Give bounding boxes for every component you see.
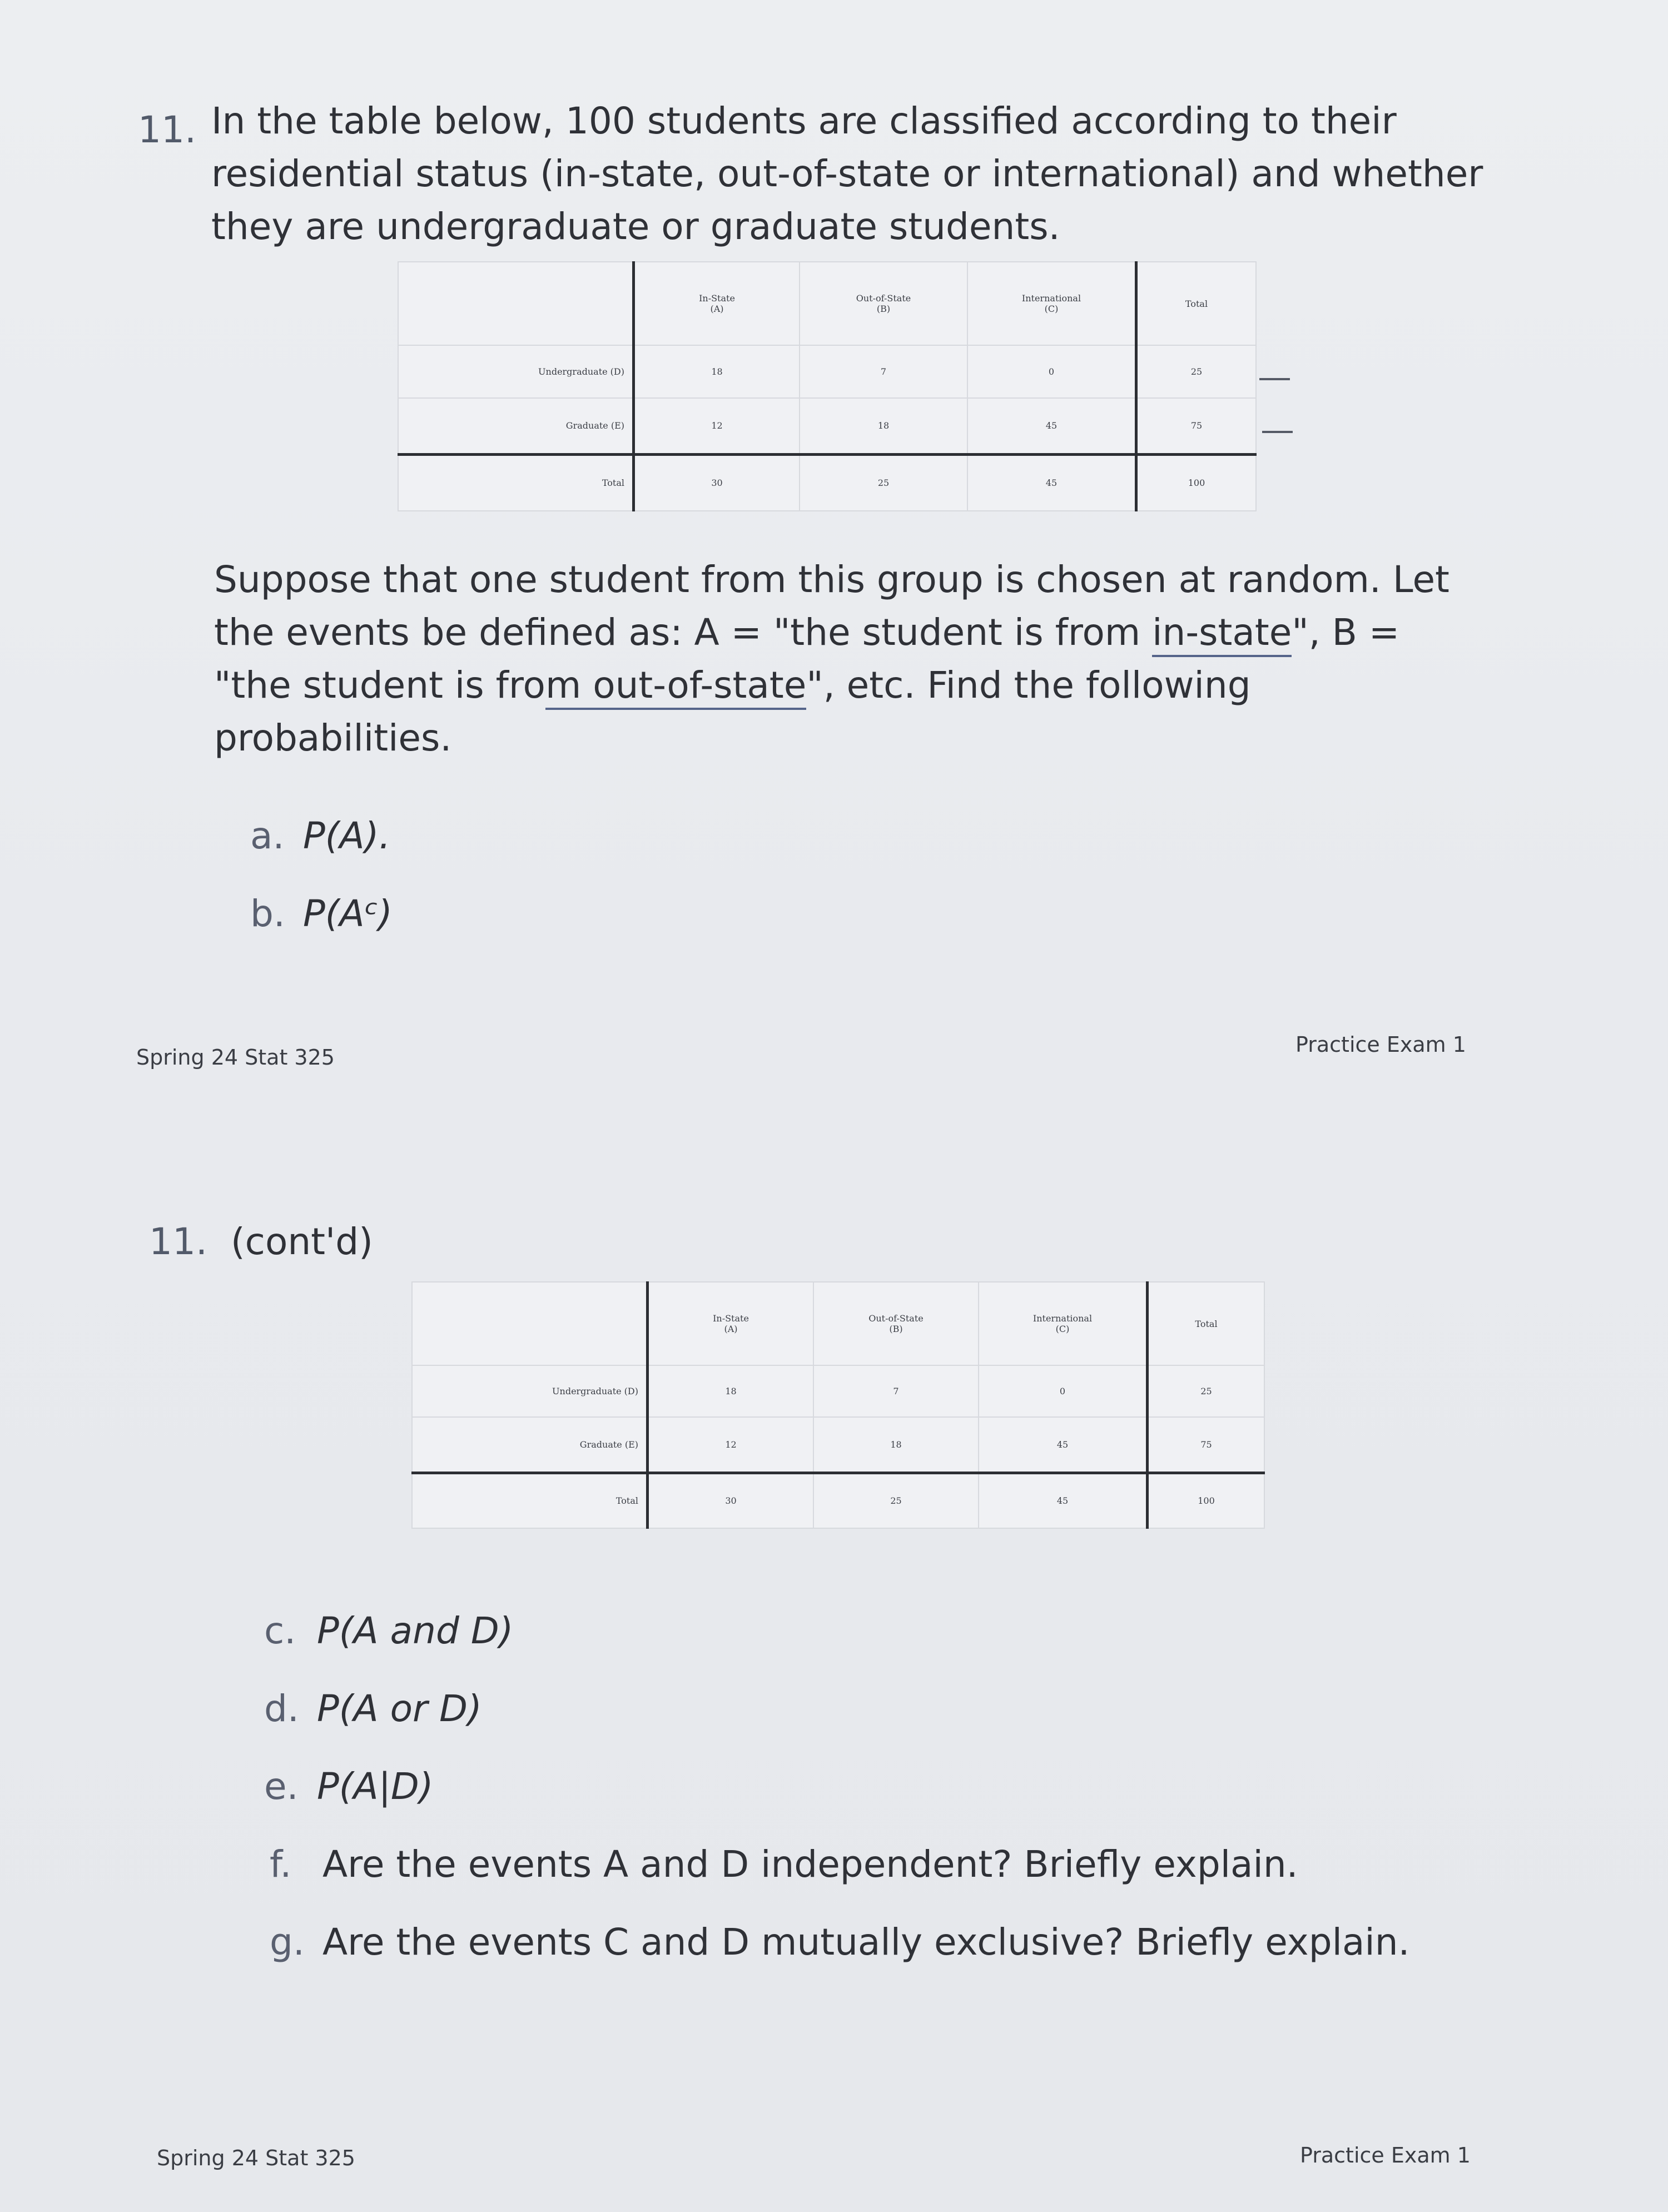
part-e: e. P(A|D) xyxy=(264,1765,434,1808)
table-cell: 25 xyxy=(813,1473,979,1528)
table-cell: 18 xyxy=(648,1365,814,1417)
table-cell: 0 xyxy=(979,1365,1148,1417)
column-header: Out-of-State (B) xyxy=(800,262,967,345)
column-header: In-State (A) xyxy=(648,1282,814,1365)
part-d: d. P(A or D) xyxy=(264,1687,482,1730)
table-cell: 12 xyxy=(648,1417,814,1473)
table-cell: 12 xyxy=(634,398,800,455)
row-header: Undergraduate (D) xyxy=(412,1365,648,1417)
column-header: International (C) xyxy=(979,1282,1148,1365)
table-corner xyxy=(398,262,634,345)
question-setup xyxy=(214,553,1449,764)
column-header: Total xyxy=(1136,262,1257,345)
table-cell: 7 xyxy=(800,345,967,398)
setup-text: ", B = xyxy=(1292,611,1400,654)
footer-right: Practice Exam 1 xyxy=(1295,1032,1466,1057)
table-cell: 7 xyxy=(813,1365,979,1417)
setup-text: ", etc. Find the following xyxy=(806,664,1251,707)
contingency-table xyxy=(411,1281,1265,1529)
table-cell: 25 xyxy=(1136,345,1257,398)
part-c: c. P(A and D) xyxy=(264,1609,514,1652)
table-cell: 25 xyxy=(1148,1365,1265,1417)
part-g: g. Are the events C and D mutually exclusive? Briefly explain. xyxy=(270,1921,1410,1964)
column-header: In-State (A) xyxy=(634,262,800,345)
setup-text: "the student is fro xyxy=(214,664,545,707)
part-f: f. Are the events A and D independent? Briefly explain. xyxy=(270,1843,1298,1886)
question-number: 11. (cont'd) xyxy=(149,1220,373,1263)
pen-mark xyxy=(1262,431,1293,433)
table-cell: 75 xyxy=(1136,398,1257,455)
table-cell: 25 xyxy=(800,454,967,511)
setup-text: probabilities. xyxy=(214,717,452,759)
footer-left: Spring 24 Stat 325 xyxy=(157,2146,355,2170)
question-intro xyxy=(211,95,1483,253)
column-header: Out-of-State (B) xyxy=(813,1282,979,1365)
contingency-table xyxy=(398,261,1257,511)
table-cell: 18 xyxy=(800,398,967,455)
row-header: Graduate (E) xyxy=(412,1417,648,1473)
table-cell: 18 xyxy=(634,345,800,398)
row-header: Undergraduate (D) xyxy=(398,345,634,398)
pen-mark xyxy=(1259,378,1290,380)
intro-line: In the table below, 100 students are classified according to their xyxy=(211,100,1397,142)
table-cell: 0 xyxy=(967,345,1136,398)
table-cell: 45 xyxy=(967,454,1136,511)
column-header: Total xyxy=(1148,1282,1265,1365)
table-cell: 30 xyxy=(648,1473,814,1528)
table-cell: 100 xyxy=(1136,454,1257,511)
table-cell: 75 xyxy=(1148,1417,1265,1473)
table-corner xyxy=(412,1282,648,1365)
cont-label: (cont'd) xyxy=(230,1220,373,1263)
row-header: Graduate (E) xyxy=(398,398,634,455)
column-header: International (C) xyxy=(967,262,1136,345)
table-cell: 45 xyxy=(979,1417,1148,1473)
underlined-text: m out-of-state xyxy=(545,664,806,710)
underlined-text: in-state xyxy=(1152,611,1292,657)
table-cell: 30 xyxy=(634,454,800,511)
intro-line: they are undergraduate or graduate students. xyxy=(211,205,1060,248)
setup-text: the events be defined as: A = "the student is from xyxy=(214,611,1153,654)
footer-right: Practice Exam 1 xyxy=(1300,2143,1471,2168)
intro-line: residential status (in-state, out-of-state or international) and whether xyxy=(211,152,1483,195)
question-number: 11. xyxy=(138,108,196,151)
row-header: Total xyxy=(398,454,634,511)
setup-text: Suppose that one student from this group is chosen at random. Let xyxy=(214,558,1449,601)
table-cell: 45 xyxy=(979,1473,1148,1528)
table-cell: 100 xyxy=(1148,1473,1265,1528)
table-cell: 18 xyxy=(813,1417,979,1473)
footer-left: Spring 24 Stat 325 xyxy=(136,1045,335,1070)
part-a: a. P(A). xyxy=(250,814,391,857)
row-header: Total xyxy=(412,1473,648,1528)
table-cell: 45 xyxy=(967,398,1136,455)
part-b: b. P(Aᶜ) xyxy=(250,892,393,935)
